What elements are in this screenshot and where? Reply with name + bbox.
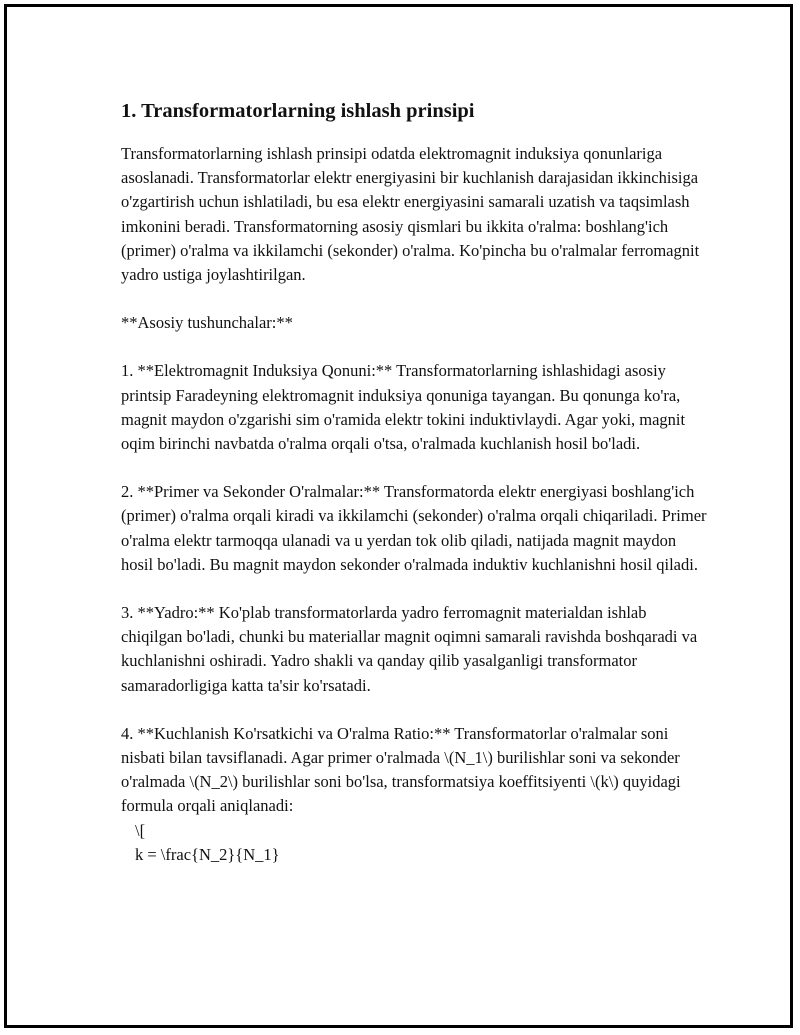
document-content — [121, 97, 711, 867]
paragraph-concepts-label: **Asosiy tushunchalar:** — [121, 313, 293, 333]
formula-line-open: \[ — [135, 820, 146, 840]
formula-line-expression: k = \frac{N_2}{N_1} — [135, 844, 280, 864]
paragraph-intro: Transformatorlarning ishlash prinsipi odatda elektromagnit induksiya qonunlariga asoslanadi. Transformatorlar elektr energiyasini bir kuchlanish darajasidan ikkinchisiga o'zgartirish uchun ishlatiladi, bu esa elektr energiyasini samarali uzatish va taqsimlash imkonini beradi. Transformatorning asosiy qismlari bu ikkita o'ralma: boshlang'ich (primer) o'ralma va ikkilamchi (sekonder) o'ralma. Ko'pincha bu o'ralmalar ferromagnit yadro ustiga joylashtirilgan. — [121, 144, 700, 285]
paragraph-item-2: 2. **Primer va Sekonder O'ralmalar:** Transformatorda elektr energiyasi boshlang'ich (primer) o'ralma orqali kiradi va ikkilamchi (sekonder) o'ralma orqali chiqariladi. Primer o'ralma elektr tarmoqqa ulanadi va u yerdan tok olib qiladi, natijada magnit maydon hosil bo'ladi. Bu magnit maydon sekonder o'ralmada induktiv kuchlanishni hosil qiladi. — [121, 482, 707, 574]
paragraph-item-3: 3. **Yadro:** Ko'plab transformatorlarda yadro ferromagnit materialdan ishlab chiqilgan bo'ladi, chunki bu materiallar magnit oqimni samarali ravishda boshqaradi va kuchlanishni oshiradi. Yadro shakli va qanday qilib yasalganligi transformator samaradorligiga katta ta'sir ko'rsatadi. — [121, 603, 698, 695]
paragraph-item-4: 4. **Kuchlanish Ko'rsatkichi va O'ralma Ratio:** Transformatorlar o'ralmalar soni nisbati bilan tavsiflanadi. Agar primer o'ralmada \(N_1\) burilishlar soni va sekonder o'ralmada \(N_2\) burilishlar soni bo'lsa, transformatsiya koeffitsiyenti \(k\) quyidagi formula orqali aniqlanadi: — [121, 723, 681, 816]
paragraph-item-1: 1. **Elektromagnit Induksiya Qonuni:** Transformatorlarning ishlashidagi asosiy printsip Faradeyning elektromagnit induksiya qonuniga tayangan. Bu qonunga ko'ra, magnit maydon o'zgarishi sim o'ramida elektr tokini induktivlaydi. Agar yoki, magnit oqim birinchi navbatda o'ralma orqali o'tsa, o'ralmada kuchlanish hosil bo'ladi. — [121, 361, 686, 454]
document-page — [4, 4, 793, 1028]
section-heading: 1. Transformatorlarning ishlash prinsipi — [121, 100, 475, 122]
